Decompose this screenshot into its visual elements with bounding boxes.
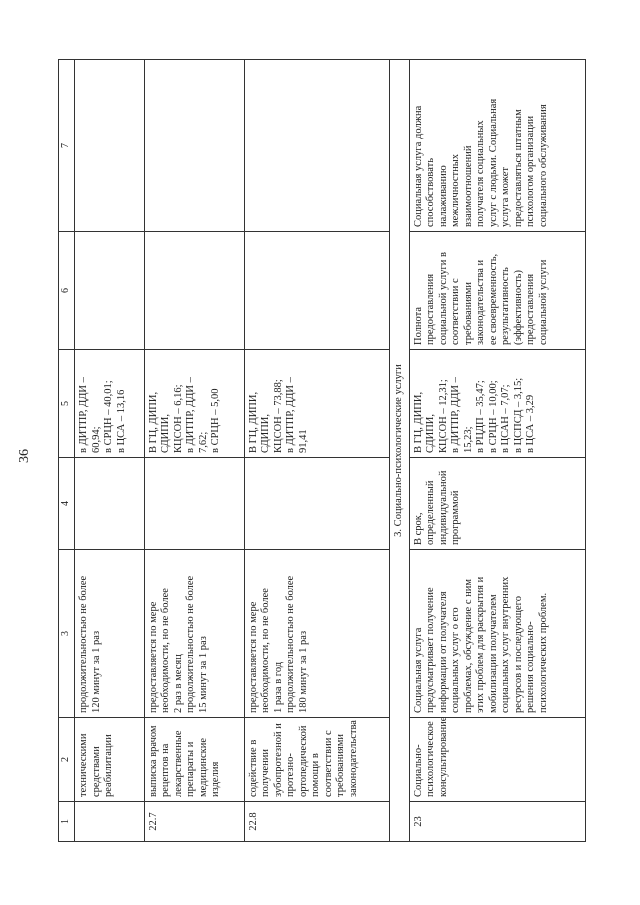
service-conditions-line: социального обслуживания (537, 104, 549, 227)
institutions-tariffs-line: 60,94; (90, 426, 102, 453)
service-name-line: протезно- (285, 753, 296, 797)
institutions-tariffs-line: в СРЦН – 40,01; (103, 380, 114, 453)
service-description-cell (409, 550, 585, 718)
quality-indicators-line: ее своевременность, (487, 253, 499, 345)
institutions-tariffs-line: в РЦДП – 35,47; (475, 380, 487, 453)
service-name-line: зубопротезной и (272, 723, 284, 797)
service-description-line: 1 раза в год (272, 661, 284, 713)
institutions-tariffs-line: КЦСОН – 6,16; (172, 384, 184, 453)
institutions-tariffs-line: КЦСОН – 12,31; (437, 379, 449, 453)
institutions-tariffs-line: в СРЦН – 10,00; (487, 380, 499, 453)
service-term-cell (409, 458, 585, 550)
quality-indicators-line: результативность (500, 267, 512, 345)
service-description-line: проблемах, обсуждение с ним (462, 578, 474, 713)
rotated-page (58, 60, 586, 842)
institutions-tariffs-line: в ДИТПР, ДДИ – (78, 377, 89, 453)
institutions-tariffs-line: в СРЦН – 5,00 (210, 388, 221, 453)
quality-indicators-line: предоставления (425, 273, 437, 345)
service-description-line: Социальная услуга (412, 627, 424, 713)
table-row (409, 60, 585, 842)
quality-indicators-cell (144, 232, 244, 350)
service-name-line: помощи в (310, 753, 321, 797)
section-row (390, 60, 410, 842)
institutions-tariffs-line: в ДИТПР, ДДИ – (450, 377, 462, 453)
section-title: 3. Социально-психологические услуги (390, 60, 410, 842)
service-conditions-line: психологом организации (525, 115, 537, 227)
service-conditions-line: взаимоотношений (462, 145, 474, 227)
service-description-line: 180 минут за 1 раз (297, 630, 309, 713)
service-name-line: медицинские (197, 737, 209, 797)
institutions-tariffs-line: 7,62; (197, 431, 209, 453)
service-name-line: требованиями (335, 733, 346, 797)
service-name-line: реабилитации (103, 734, 114, 797)
service-name-line: выписка врачом (147, 725, 159, 797)
table-row (75, 60, 145, 842)
service-description-line: необходимости, но не более (260, 588, 271, 713)
service-name-line: содействие в (247, 739, 259, 797)
row-number-cell: 23 (409, 802, 585, 842)
service-term-line: определенный (425, 480, 437, 545)
service-conditions-line: налаживанию (437, 165, 449, 227)
services-table (58, 59, 586, 842)
institutions-tariffs-line: 15,23; (462, 426, 474, 453)
service-name-line: консультирование (437, 716, 449, 797)
service-name-line: законодательства (347, 720, 359, 797)
service-conditions-cell (244, 60, 390, 232)
quality-indicators-line: социальной услуги в (437, 252, 449, 345)
service-description-cell (144, 550, 244, 718)
service-name-line: средствами (90, 746, 102, 797)
service-description-line: 15 минут за 1 раз (197, 636, 209, 713)
service-name-line: изделия (210, 761, 221, 797)
header-row (59, 60, 75, 842)
service-name-line: Социально- (412, 744, 424, 797)
service-name-line: рецептов на (160, 743, 171, 797)
service-conditions-cell (75, 60, 145, 232)
institutions-tariffs-line: СДИПИ, (260, 413, 271, 453)
service-conditions-line: услуга может (500, 167, 512, 227)
service-description-line: социальных услуг о его (450, 607, 462, 713)
institutions-tariffs-cell (75, 350, 145, 458)
service-conditions-line: предоставляться штатным (512, 109, 524, 227)
service-name-line: препараты и (185, 741, 196, 797)
institutions-tariffs-cell (144, 350, 244, 458)
service-description-line: решения социально- (525, 621, 537, 713)
service-description-line: ресурсов и последующего (512, 596, 524, 713)
header-cell: 5 (59, 350, 75, 458)
service-name-line: техническими (78, 733, 89, 797)
quality-indicators-line: законодательства и (475, 259, 487, 345)
service-description-line: продолжительностью не более (78, 575, 89, 713)
service-name-cell (244, 718, 390, 802)
institutions-tariffs-line: СДИПИ, (160, 413, 171, 453)
service-description-line: этих проблем для раскрытия и (475, 576, 487, 713)
row-number-cell: 22.8 (244, 802, 390, 842)
service-term-line: программой (450, 490, 462, 545)
service-description-line: мобилизации получателем (487, 594, 499, 713)
institutions-tariffs-line: КЦСОН – 73,88; (272, 379, 284, 453)
service-description-line: 120 минут за 1 раз (90, 630, 102, 713)
quality-indicators-line: (эффективность) (512, 270, 524, 345)
quality-indicators-cell (75, 232, 145, 350)
service-description-line: необходимости, но не более (160, 588, 171, 713)
institutions-tariffs-line: в ДИТПР, ДДИ – (285, 377, 296, 453)
quality-indicators-cell (244, 232, 390, 350)
institutions-tariffs-line: в ДИТПР, ДДИ – (185, 377, 196, 453)
service-description-line: продолжительностью не более (285, 575, 296, 713)
institutions-tariffs-line: в ЦСАН – 7,07; (500, 384, 512, 453)
service-description-line: предоставляется по мере (247, 601, 259, 713)
institutions-tariffs-line: в ЦСА – 13,16 (115, 389, 127, 453)
service-description-cell (75, 550, 145, 718)
service-name-line: получении (260, 748, 271, 797)
service-description-line: информации от получателя (437, 591, 449, 713)
header-cell: 3 (59, 550, 75, 718)
table-body-bottom (409, 60, 585, 842)
service-term-cell (75, 458, 145, 550)
institutions-tariffs-line: в ЦСПСД – 3,15; (512, 377, 524, 453)
service-description-line: психологических проблем. (537, 592, 549, 713)
service-description-line: социальных услуг внутренних (500, 576, 512, 713)
institutions-tariffs-line: в ЦСА – 3,29 (525, 394, 537, 453)
service-conditions-line: способствовать (425, 157, 437, 227)
quality-indicators-line: требованиями (462, 281, 474, 345)
service-conditions-cell (144, 60, 244, 232)
header-cell: 6 (59, 232, 75, 350)
service-conditions-line: Социальная услуга должна (412, 105, 424, 227)
row-number-cell (75, 802, 145, 842)
header-cell: 7 (59, 60, 75, 232)
service-description-line: предоставляется по мере (147, 601, 159, 713)
institutions-tariffs-line: СДИПИ, (425, 413, 437, 453)
service-name-cell (75, 718, 145, 802)
service-name-line: соответствии с (322, 730, 334, 797)
table-row (244, 60, 390, 842)
institutions-tariffs-line: 91,41 (297, 429, 309, 453)
institutions-tariffs-line: В ГЦ, ДИПИ, (412, 391, 424, 453)
table-row (144, 60, 244, 842)
service-conditions-line: получателя социальных (475, 120, 487, 227)
service-term-cell (244, 458, 390, 550)
service-description-line: продолжительностью не более (185, 575, 196, 713)
row-number-cell: 22.7 (144, 802, 244, 842)
service-term-line: В срок, (412, 512, 424, 545)
header-cell: 1 (59, 802, 75, 842)
service-description-line: предусматривает получение (425, 587, 437, 713)
service-description-cell (244, 550, 390, 718)
service-conditions-cell (409, 60, 585, 232)
quality-indicators-line: социальной услуги (537, 259, 549, 345)
header-cell: 2 (59, 718, 75, 802)
service-term-line: индивидуальной (437, 470, 449, 545)
institutions-tariffs-cell (244, 350, 390, 458)
service-name-line: психологическое (425, 721, 437, 797)
service-name-cell (409, 718, 585, 802)
table-body-top (75, 60, 390, 842)
service-name-cell (144, 718, 244, 802)
service-description-line: 2 раз в месяц (172, 654, 184, 713)
quality-indicators-line: предоставления (525, 273, 537, 345)
institutions-tariffs-line: В ГЦ, ДИПИ, (147, 391, 159, 453)
service-name-line: ортопедической (297, 725, 309, 797)
service-conditions-line: услуг с людьми. Социальная (487, 98, 499, 227)
quality-indicators-line: Полнота (412, 306, 424, 345)
service-conditions-line: межличностных (450, 153, 462, 227)
service-name-line: лекарственные (172, 730, 184, 797)
header-cell: 4 (59, 458, 75, 550)
service-term-cell (144, 458, 244, 550)
quality-indicators-line: соответствии с (450, 278, 462, 345)
page-number: 36 (17, 449, 32, 463)
quality-indicators-cell (409, 232, 585, 350)
institutions-tariffs-cell (409, 350, 585, 458)
institutions-tariffs-line: В ГЦ, ДИПИ, (247, 391, 259, 453)
